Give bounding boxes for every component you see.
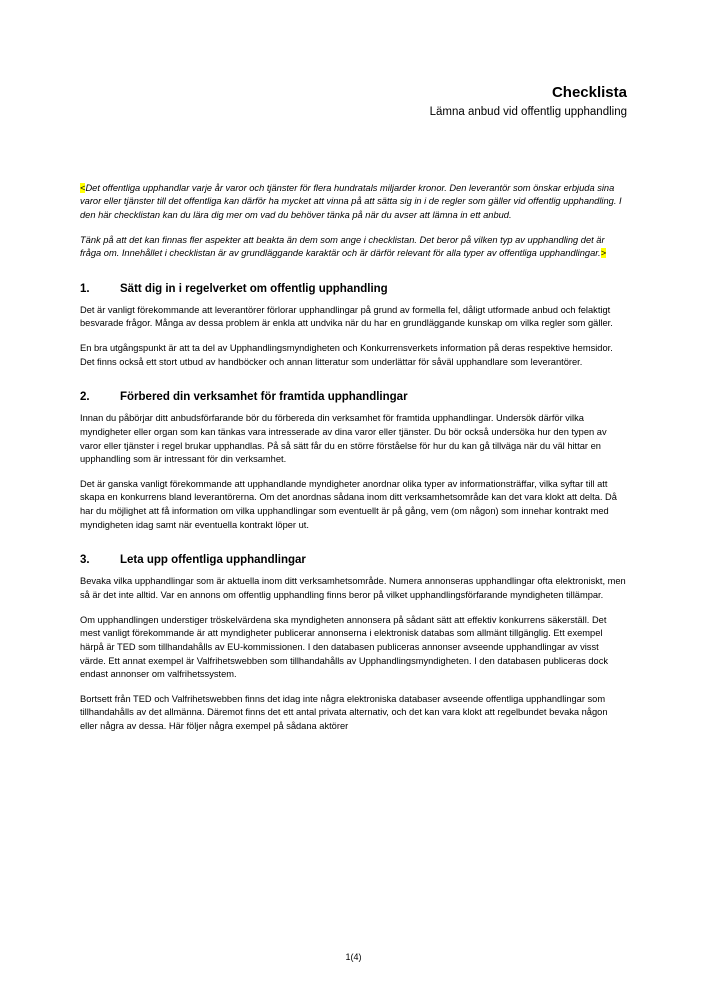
- intro-paragraph-2-text: Tänk på att det kan finnas fler aspekter att beakta än dem som ange i checklistan. Det beror på vilken typ av upphandling det är fråga om. Innehållet i checklistan är av grundläggande karaktär och är därför relevant för alla typer av offentliga upphandlingar.: [80, 234, 605, 259]
- highlight-open-marker: <: [80, 182, 86, 193]
- page-title: Checklista: [551, 84, 627, 101]
- document-header: [80, 84, 627, 120]
- section-3-paragraph-1: Bevaka vilka upphandlingar som är aktuella inom ditt verksamhetsområde. Numera annonseras upphandlingar ofta elektroniskt, men så är det inte alltid. Var en annons om offentlig upphandling finns beror på vilket upphandlingsförfarande myndigheten tillämpar.: [80, 576, 626, 600]
- intro-paragraph-1: [80, 182, 627, 223]
- page-footer: [0, 952, 707, 962]
- section-3-paragraph-2: Om upphandlingen understiger tröskelvärdena ska myndigheten annonsera på sådant sätt att effektiv konkurrens säkerställ. Det mest vanligt förekommande är att myndigheter publicerar annonserna i elektronisk databas som allmänt tillgänglig. Ett exempel härpå är TED som tillhandahålls av EU-kommissionen. I den databasen publiceras annonser avseende upphandlingar av visst värde. Ett annat exempel är Valfrihetswebben som tillhandahålls av Upphandlingsmyndigheten. I den databasen publiceras dock endast annonser om valfrihetssystem.: [80, 614, 609, 680]
- section-3-paragraph-3: Bortsett från TED och Valfrihetswebben finns det idag inte några elektroniska databaser avseende offentliga upphandlingar som tillhandahålls av det allmänna. Däremot finns det ett antal privata alternativ, och det kan vara klokt att regelbundet bevaka någon eller några av dessa. Här följer några exempel på sådana aktörer: [80, 693, 608, 732]
- section-number-1: 1.: [80, 282, 90, 295]
- intro-paragraph-1-text: Det offentliga upphandlar varje år varor och tjänster för flera hundratals miljarder kronor. Den leverantör som önskar erbjuda sina varor eller tjänster till det offentliga kan därför ha mycket att vinna på att sätta sig in i de regler som gäller vid offentlig upphandling. I den här checklistan kan du lära dig mer om vad du behöver tänka på när du avser att lämna in ett anbud.: [80, 182, 622, 220]
- intro-paragraph-2: [80, 234, 627, 261]
- section-title-2: Förbered din verksamhet för framtida upphandlingar: [120, 391, 408, 404]
- section-title-3: Leta upp offentliga upphandlingar: [120, 554, 306, 567]
- section-1-paragraph-2: En bra utgångspunkt är att ta del av Upphandlingsmyndigheten och Konkurrensverkets information på deras respektive hemsidor. Det finns också ett stort utbud av handböcker och annan litteratur som underlättar för såväl upphandlare som leverantörer.: [80, 343, 613, 367]
- section-heading-1: [80, 283, 627, 297]
- highlight-close-marker: >: [600, 248, 607, 259]
- section-number-3: 3.: [80, 554, 90, 567]
- page-number: 1(4): [345, 952, 362, 962]
- section-title-1: Sätt dig in i regelverket om offentlig upphandling: [120, 282, 388, 295]
- section-1-paragraph-1: Det är vanligt förekommande att leverantörer förlorar upphandlingar på grund av formella fel, dåligt utformade anbud och felaktigt besvarade frågor. Många av dessa problem är enkla att undvika när du har en grundläggande kunskap om vilka regler som gäller.: [80, 304, 613, 329]
- intro-block: [80, 182, 627, 261]
- section-number-2: 2.: [80, 391, 90, 404]
- section-2-paragraph-1: Innan du påbörjar ditt anbudsförfarande bör du förbereda din verksamhet för framtida upphandlingar. Undersök därför vilka myndigheter eller organ som kan tänkas vara intresserade av dina varor eller tjänster. Du bör också undersöka hur den typen av varor eller tjänster i regel brukar upphandlas. På så sätt får du en större förståelse för hur du kan gå tillväga när du väl hittar en upphandling som är intressant för din verksamhet.: [80, 413, 607, 465]
- section-heading-3: [80, 554, 627, 568]
- section-2-paragraph-2: Det är ganska vanligt förekommande att upphandlande myndigheter anordnar olika typer av informationsträffar, vilka syftar till att skapa en konkurrens bland leverantörerna. Om det anordnas sådana inom ditt verksamhetsområde kan det vara klokt att delta. Då har du möjlighet att få information om vilka upphandlingar som eventuellt är på gång, vem (om någon) som innehar kontrakt med myndigheten idag samt när eventuella kontrakt löper ut.: [80, 478, 617, 530]
- page-subtitle: Lämna anbud vid offentlig upphandling: [429, 105, 627, 118]
- section-heading-2: [80, 391, 627, 405]
